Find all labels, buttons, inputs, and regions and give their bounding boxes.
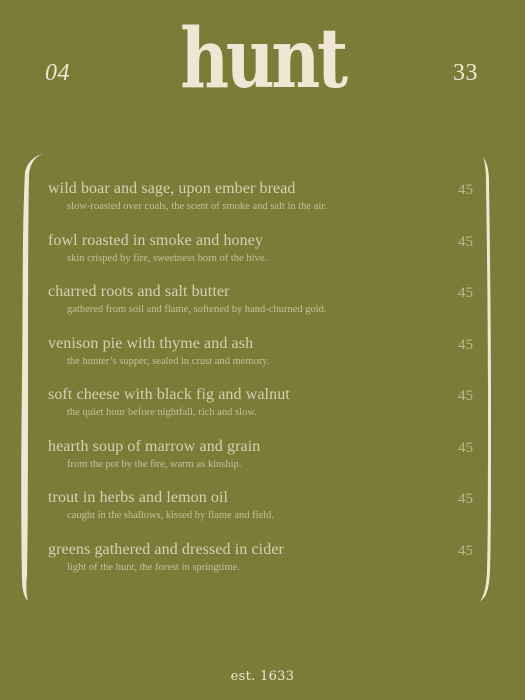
menu-item bbox=[48, 541, 478, 593]
menu-item-name: venison pie with thyme and ash bbox=[48, 334, 254, 352]
right-bracket bbox=[480, 157, 491, 601]
menu-item-description: caught in the shallows, kissed by flame and field. bbox=[67, 510, 275, 521]
menu-item-name: hearth soup of marrow and grain bbox=[48, 437, 261, 455]
page-number-right: 33 bbox=[453, 60, 478, 86]
menu-item bbox=[48, 386, 478, 438]
menu-item-price: 45 bbox=[458, 336, 473, 353]
menu-item bbox=[48, 489, 478, 541]
menu-item-name: greens gathered and dressed in cider bbox=[48, 540, 284, 558]
menu-item bbox=[48, 232, 478, 284]
menu-list bbox=[48, 180, 478, 592]
menu-item-name: trout in herbs and lemon oil bbox=[48, 489, 229, 506]
menu-item-description: light of the hunt, the forest in springtime. bbox=[67, 561, 240, 573]
menu-item-name: soft cheese with black fig and walnut bbox=[48, 386, 290, 403]
menu-item-description: gathered from soil and flame, softened by hand-churned gold. bbox=[67, 304, 327, 315]
menu-item-name: fowl roasted in smoke and honey bbox=[48, 231, 264, 249]
menu-item-price: 45 bbox=[458, 439, 473, 456]
menu-item bbox=[48, 283, 478, 335]
menu-item bbox=[48, 335, 478, 387]
menu-item bbox=[48, 438, 478, 490]
menu-item-name: charred roots and salt butter bbox=[48, 283, 230, 300]
page-number-left: 04 bbox=[45, 60, 70, 86]
menu-item-price: 45 bbox=[458, 182, 473, 198]
menu-item-description: from the pot by the fire, warm as kinship. bbox=[67, 458, 242, 470]
menu-item bbox=[48, 180, 478, 232]
menu-item-price: 45 bbox=[458, 542, 473, 559]
menu-item-price: 45 bbox=[458, 491, 473, 507]
left-bracket bbox=[21, 153, 44, 601]
menu-item-description: the quiet hour before nightfall, rich and slow. bbox=[67, 407, 257, 418]
menu-item-description: the hunter’s supper, sealed in crust and memory. bbox=[67, 355, 270, 367]
menu-item-price: 45 bbox=[458, 285, 473, 301]
menu-item-name: wild boar and sage, upon ember bread bbox=[48, 180, 296, 197]
menu-item-price: 45 bbox=[458, 233, 473, 250]
menu-item-description: slow-roasted over coals, the scent of smoke and salt in the air. bbox=[67, 201, 327, 212]
menu-item-description: skin crisped by fire, sweetness born of the hive. bbox=[67, 252, 268, 264]
menu-item-price: 45 bbox=[458, 388, 473, 404]
established-footer: est. 1633 bbox=[230, 669, 295, 684]
restaurant-title: hunt bbox=[180, 11, 345, 107]
